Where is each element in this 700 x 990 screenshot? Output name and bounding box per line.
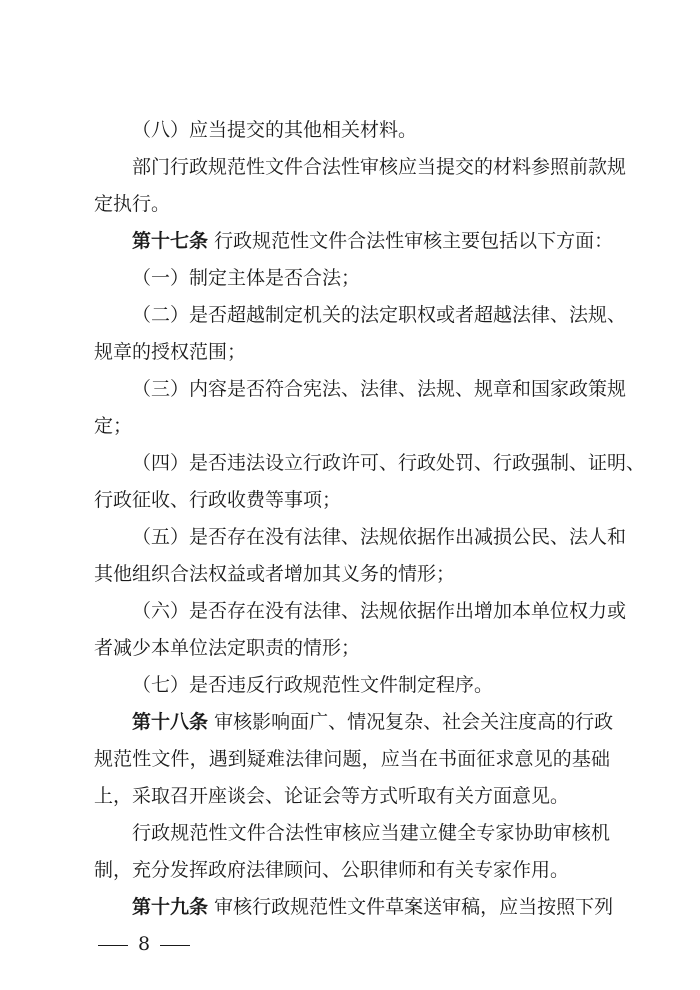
text-line: 其他组织合法权益或者增加其义务的情形； — [94, 563, 456, 585]
text-line: 者减少本单位法定职责的情形； — [94, 637, 361, 659]
text-line: （七）是否违反行政规范性文件制定程序。 — [132, 674, 494, 696]
text-line: 定执行。 — [94, 193, 171, 215]
text-line: （六）是否存在没有法律、法规依据作出增加本单位权力或 — [132, 600, 627, 622]
text-line: 规章的授权范围； — [94, 341, 247, 363]
text-line: （四）是否违法设立行政许可、行政处罚、行政强制、证明、 — [132, 452, 646, 474]
text-line: （一）制定主体是否合法； — [132, 267, 361, 289]
dash-right — [160, 945, 190, 946]
text-line: 规范性文件，遇到疑难法律问题，应当在书面征求意见的基础 — [94, 748, 610, 770]
article-number: 第十七条 — [132, 230, 209, 252]
text-line: （五）是否存在没有法律、法规依据作出减损公民、法人和 — [132, 526, 627, 548]
article-number: 第十八条 — [132, 711, 209, 733]
text-line: （二）是否超越制定机关的法定职权或者超越法律、法规、 — [132, 304, 627, 326]
page-number: 8 — [98, 932, 190, 956]
text-line: 行政征收、行政收费等事项； — [94, 489, 342, 511]
text-line: 部门行政规范性文件合法性审核应当提交的材料参照前款规 — [132, 156, 627, 178]
article-18-line: 第十八条 审核影响面广、情况复杂、社会关注度高的行政 — [132, 711, 614, 733]
text-line: 定； — [94, 415, 133, 437]
article-19-line: 第十九条 审核行政规范性文件草案送审稿，应当按照下列 — [132, 896, 614, 918]
text-line: （八）应当提交的其他相关材料。 — [132, 119, 418, 141]
dash-left — [98, 945, 128, 946]
article-number: 第十九条 — [132, 896, 209, 918]
text-line: 上，采取召开座谈会、论证会等方式听取有关方面意见。 — [94, 785, 570, 807]
text-line: 制，充分发挥政府法律顾问、公职律师和有关专家作用。 — [94, 859, 570, 881]
text-line: （三）内容是否符合宪法、法律、法规、规章和国家政策规 — [132, 378, 627, 400]
text-line: 行政规范性文件合法性审核应当建立健全专家协助审核机 — [132, 822, 610, 844]
article-17-line: 第十七条 行政规范性文件合法性审核主要包括以下方面： — [132, 230, 614, 252]
